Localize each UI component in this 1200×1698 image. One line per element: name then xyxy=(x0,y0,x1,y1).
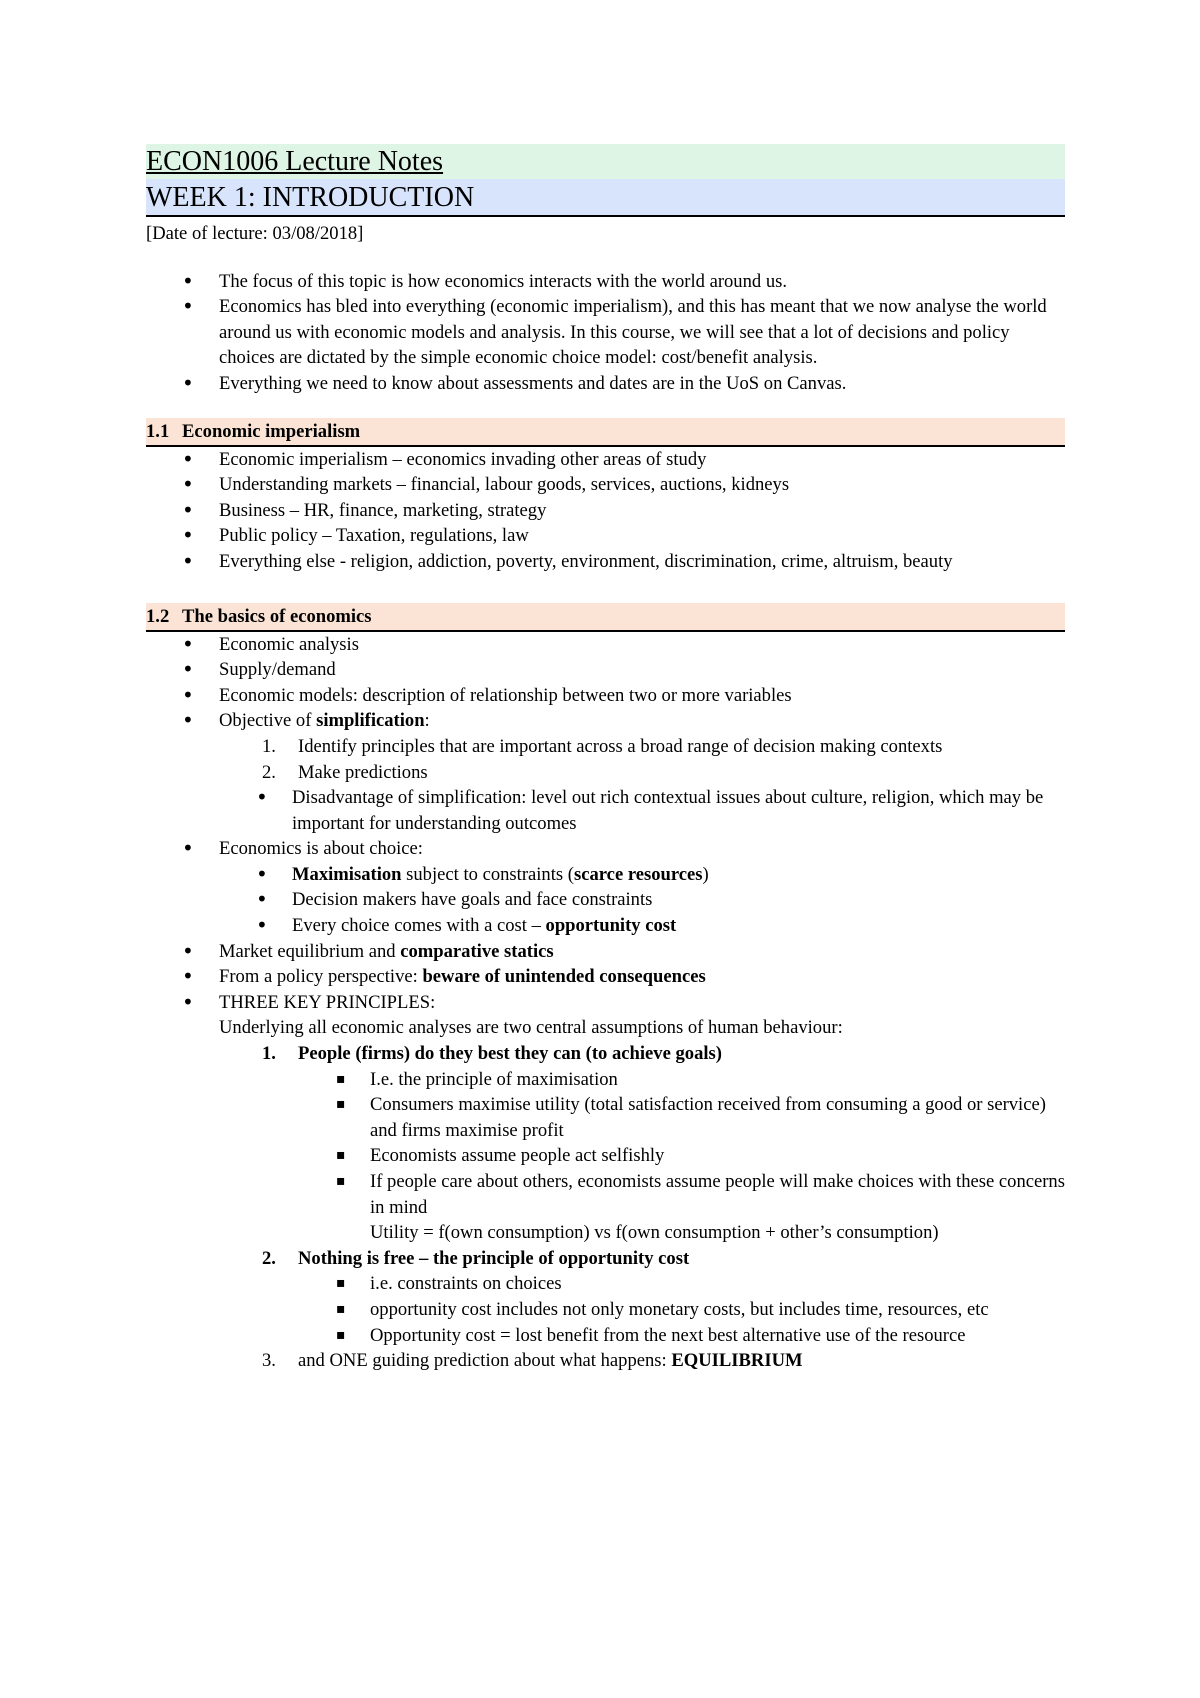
text-run: Every choice comes with a cost – xyxy=(292,915,546,937)
list-item: ▪ i.e. constraints on choices xyxy=(146,1271,1065,1297)
bold-text: comparative statics xyxy=(400,940,554,962)
bold-text: Nothing is free – the principle of opportunity cost xyxy=(298,1247,690,1269)
bold-text: EQUILIBRIUM xyxy=(671,1350,803,1372)
list-item: ▪ I.e. the principle of maximisation xyxy=(146,1067,1065,1093)
section-number: 1.2 xyxy=(146,605,170,627)
list-item: ▪ Economists assume people act selfishly xyxy=(146,1143,1065,1169)
list-item: ▪ Consumers maximise utility (total satisfaction received from consuming a good or service) and firms maximise profit xyxy=(146,1092,1065,1143)
section-title: Economic imperialism xyxy=(182,420,361,442)
intro-list xyxy=(146,269,1065,397)
numbered-item xyxy=(146,1041,1065,1067)
text-run: Market equilibrium and xyxy=(219,940,401,962)
paragraph: Utility = f(own consumption) vs f(own consumption + other’s consumption) xyxy=(370,1222,939,1244)
list-item xyxy=(146,913,1065,939)
list-item xyxy=(146,708,1065,734)
numbered-item xyxy=(146,734,1065,760)
text-run: and ONE guiding prediction about what happens: xyxy=(298,1350,672,1372)
section-title: The basics of economics xyxy=(182,605,372,627)
section-1-2-list xyxy=(146,632,1065,1374)
list-item: ▪ Opportunity cost = lost benefit from the next best alternative use of the resource xyxy=(146,1323,1065,1349)
list-item: • Disadvantage of simplification: level out rich contextual issues about culture, religion, which may be important for understanding outcomes xyxy=(146,785,1065,836)
list-item xyxy=(146,862,1065,888)
bold-text: scarce resources xyxy=(573,863,703,885)
list-item: • Economic imperialism – economics invading other areas of study xyxy=(146,447,1065,473)
text-run: : xyxy=(424,710,430,732)
list-item: ▪ opportunity cost includes not only monetary costs, but includes time, resources, etc xyxy=(146,1297,1065,1323)
list-item xyxy=(146,939,1065,965)
list-item: • Economic analysis xyxy=(146,632,1065,658)
text-run: subject to constraints ( xyxy=(401,863,574,885)
paragraph: Underlying all economic analyses are two central assumptions of human behaviour: xyxy=(219,1017,843,1039)
item-number: 1. xyxy=(262,1043,276,1065)
list-item: • Economics is about choice: xyxy=(146,836,1065,862)
section-number: 1.1 xyxy=(146,420,170,442)
bold-text: Maximisation xyxy=(292,863,402,885)
list-item: • Everything we need to know about assessments and dates are in the UoS on Canvas. xyxy=(146,371,1065,397)
list-item: ▪ If people care about others, economists assume people will make choices with these concerns in mind xyxy=(146,1169,1065,1220)
list-item: • Economics has bled into everything (economic imperialism), and this has meant that we now analyse the world around us with economic models and analysis. In this course, we will see that a lot of decisions and policy choices are dictated by the simple economic choice model: cost/benefit analysis. xyxy=(146,294,1065,371)
section-heading-1-1 xyxy=(146,418,1065,447)
numbered-item xyxy=(146,1348,1065,1374)
week-heading: WEEK 1: INTRODUCTION xyxy=(146,179,1065,217)
text-run: From a policy perspective: xyxy=(219,966,423,988)
numbered-item xyxy=(146,1246,1065,1272)
lecture-date: [Date of lecture: 03/08/2018] xyxy=(146,223,364,244)
item-number: 2. xyxy=(262,761,276,783)
list-item xyxy=(146,964,1065,990)
text-run: Objective of xyxy=(219,710,317,732)
list-item: • Decision makers have goals and face constraints xyxy=(146,887,1065,913)
document-page xyxy=(146,144,1065,1374)
item-number: 2. xyxy=(262,1247,276,1269)
list-item: • Economic models: description of relationship between two or more variables xyxy=(146,683,1065,709)
list-item: • Supply/demand xyxy=(146,657,1065,683)
bold-text: simplification xyxy=(316,710,425,732)
text-run: Identify principles that are important across a broad range of decision making contexts xyxy=(298,735,943,757)
section-1-1-list xyxy=(146,447,1065,575)
section-heading-1-2 xyxy=(146,603,1065,632)
list-item: • Business – HR, finance, marketing, strategy xyxy=(146,498,1065,524)
list-item: • The focus of this topic is how economics interacts with the world around us. xyxy=(146,269,1065,295)
bold-text: People (firms) do they best they can (to achieve goals) xyxy=(298,1043,722,1065)
list-item: • Public policy – Taxation, regulations, law xyxy=(146,523,1065,549)
numbered-item xyxy=(146,760,1065,786)
bold-text: beware of unintended consequences xyxy=(422,966,706,988)
list-item: • THREE KEY PRINCIPLES: xyxy=(146,990,1065,1016)
bold-text: opportunity cost xyxy=(545,915,677,937)
list-item: • Understanding markets – financial, labour goods, services, auctions, kidneys xyxy=(146,472,1065,498)
item-number: 3. xyxy=(262,1350,276,1372)
document-title: ECON1006 Lecture Notes xyxy=(146,144,1065,179)
item-number: 1. xyxy=(262,735,276,757)
text-run: Make predictions xyxy=(298,761,428,783)
list-item: • Everything else - religion, addiction, poverty, environment, discrimination, crime, altruism, beauty xyxy=(146,549,1065,575)
text-run: ) xyxy=(702,863,709,885)
